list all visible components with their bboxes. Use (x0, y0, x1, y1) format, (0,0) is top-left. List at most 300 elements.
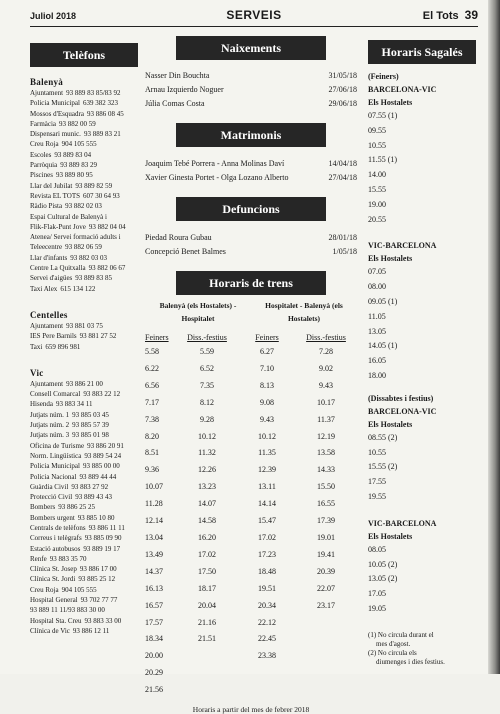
train-time: 20.34 (258, 600, 276, 610)
bus-time: 08.05 (368, 544, 386, 554)
entry-label: Jutjats núm. 3 (30, 431, 70, 440)
train-time: 19.41 (317, 549, 335, 559)
row-date: 27/06/18 (328, 85, 357, 94)
entry-label: Policia Nacional (30, 472, 77, 481)
phone-entry (30, 554, 138, 564)
phone-entry (30, 342, 138, 352)
naixements-title: Naixements (221, 41, 281, 55)
phone-entry (30, 284, 138, 294)
train-time: 12.39 (258, 465, 276, 475)
train-time: 22.12 (258, 617, 276, 627)
phone-entry (30, 160, 138, 170)
phone-entry (30, 605, 138, 615)
phone-entry (30, 441, 138, 451)
entry-phone: 93 889 43 43 (75, 493, 112, 502)
phone-entry (30, 544, 138, 554)
phone-entry (30, 242, 138, 252)
train-time: 12.19 (317, 431, 335, 441)
train-time: 15.47 (258, 516, 276, 526)
bus-time: 10.55 (368, 447, 386, 457)
entry-phone: 93 889 83 04 (54, 150, 92, 159)
train-time: 17.02 (198, 549, 216, 559)
bus-time: 15.55 (368, 184, 386, 194)
phone-entry (30, 222, 138, 232)
entry-phone: 93 883 35 70 (49, 554, 87, 563)
train-time: 15.50 (317, 482, 335, 492)
entry-label: Protecció Civil (30, 493, 73, 502)
row-date: 29/06/18 (328, 99, 357, 108)
phone-entry (30, 253, 138, 263)
phone-entry (30, 129, 138, 139)
entry-label: Policia Municipal (30, 462, 80, 471)
train-time: 17.02 (258, 532, 276, 542)
train-time: 20.04 (198, 600, 216, 610)
train-time: 19.01 (317, 532, 335, 542)
entry-phone: 639 382 323 (82, 99, 118, 108)
section-title: SERVEIS (226, 8, 282, 22)
telefons-column (30, 36, 138, 636)
entry-phone: 93 889 80 95 (55, 171, 93, 180)
train-time: 11.35 (258, 448, 276, 458)
train-time: 18.17 (198, 583, 216, 593)
entry-phone: 93 883 27 92 (71, 482, 109, 491)
train-time: 8.51 (145, 448, 159, 458)
phone-entry (30, 492, 138, 502)
naixements-row (145, 69, 357, 83)
bus-time: 09.05 (1) (368, 296, 398, 306)
train-time: 14.07 (198, 499, 216, 509)
entry-label: Mossos d'Esquadra (30, 109, 84, 118)
issue-date: Juliol 2018 (30, 11, 77, 21)
trens-col (239, 331, 295, 699)
phone-entry (30, 502, 138, 512)
phone-entry (30, 626, 138, 636)
bus-route: VIC-BARCELONA (368, 241, 437, 251)
train-time: 11.32 (198, 448, 216, 458)
entry-label: Policia Municipal (30, 99, 80, 108)
footnotes (368, 631, 476, 667)
matrimonis-title: Matrimonis (220, 128, 282, 142)
train-time: 13.11 (258, 482, 276, 492)
phone-entry (30, 523, 138, 533)
train-time: 22.45 (258, 634, 276, 644)
entry-label: Teleecentre (30, 243, 63, 252)
row-name: Júlia Comas Costa (145, 99, 205, 108)
phone-entry (30, 263, 138, 273)
trens-left-heading: Balenyà (els Hostalets) - Hospitalet (159, 301, 237, 323)
town-name: Centelles (30, 309, 68, 320)
train-time: 18.34 (145, 634, 163, 644)
defuncions-row (145, 245, 357, 259)
bus-time: 09.55 (368, 125, 386, 135)
header-rule (30, 26, 478, 27)
trens-right-heading: Hospitalet - Balenyà (els Hostalets) (265, 301, 343, 323)
phone-entry (30, 616, 138, 626)
train-time: 14.33 (317, 465, 335, 475)
row-date: 31/05/18 (328, 71, 357, 80)
sagales-column (368, 36, 476, 667)
phone-entry (30, 150, 138, 160)
entry-phone: 93 885 03 45 (72, 410, 109, 419)
train-time: 17.50 (198, 566, 216, 576)
trens-col (295, 331, 357, 699)
entry-phone: 93 885 00 00 (82, 462, 120, 471)
phone-entry (30, 451, 138, 461)
phone-entry (30, 472, 138, 482)
entry-label: Parròquia (30, 161, 58, 170)
train-time: 17.23 (258, 549, 276, 559)
train-time: 13.04 (145, 532, 163, 542)
entry-label: Centre La Quitxalla (30, 264, 86, 273)
defuncions-row (145, 231, 357, 245)
entry-label: Ajuntament (30, 379, 64, 388)
entry-label: Clínica de Vic (30, 626, 70, 635)
trens-timetable (145, 331, 357, 714)
train-time: 13.49 (145, 549, 163, 559)
festius-label: (Dissabtes i festius) (368, 393, 434, 403)
train-time: 13.23 (198, 482, 216, 492)
phone-entry (30, 170, 138, 180)
bus-stop: Els Hostalets (368, 531, 413, 541)
entry-label: Hospital General (30, 596, 78, 605)
bus-time: 13.05 (368, 326, 386, 336)
row-name: Joaquim Tebé Porrera - Anna Molinas Daví (145, 159, 285, 168)
bus-time: 07.05 (368, 267, 386, 277)
entry-phone: 93 883 33 00 (84, 616, 122, 625)
train-time: 17.39 (317, 516, 335, 526)
bus-time: 19.05 (368, 603, 386, 613)
town-entries (30, 379, 138, 636)
bus-time: 10.05 (2) (368, 559, 398, 569)
train-time: 16.13 (145, 583, 163, 593)
phone-entry (30, 212, 138, 222)
entry-phone: 93 881 03 75 (66, 321, 103, 330)
phone-entry (30, 585, 138, 595)
town-name: Balenyà (30, 77, 64, 87)
row-name: Nasser Din Bouchta (145, 71, 210, 80)
entry-phone: 93 889 83 85/83 92 (66, 89, 121, 97)
entry-phone: 615 134 122 (60, 284, 96, 293)
entry-label: Servei d'aigües (30, 274, 73, 283)
page-number: 39 (464, 8, 478, 22)
train-time: 9.02 (319, 363, 333, 373)
telefons-title-box (30, 43, 138, 67)
train-time: 21.56 (145, 685, 163, 695)
train-time: 12.26 (198, 465, 216, 475)
entry-label: Bombers urgent (30, 513, 75, 522)
defuncions-title: Defuncions (222, 202, 280, 216)
entry-phone: 659 896 981 (45, 342, 81, 351)
train-time: 8.13 (260, 380, 274, 390)
entry-phone: 93 881 27 52 (79, 332, 117, 341)
train-time: 10.07 (145, 482, 163, 492)
footnote-line: diumenges i dies festius. (376, 657, 445, 666)
phone-entry (30, 119, 138, 129)
phone-entry (30, 574, 138, 584)
entry-phone: 93 889 19 17 (83, 544, 121, 553)
entry-phone: 93 889 82 59 (75, 181, 113, 190)
entry-phone: 904 105 555 (61, 585, 97, 594)
bus-time: 13.05 (2) (368, 574, 398, 584)
footnote-line: (2) No circula els (368, 648, 417, 657)
train-time: 13.58 (317, 448, 335, 458)
entry-label: Bombers (30, 503, 56, 512)
entry-label: Atenea/ Servei formació adults i (30, 233, 121, 242)
phone-entry (30, 564, 138, 574)
train-time: 20.29 (145, 668, 163, 678)
train-time: 7.35 (200, 380, 214, 390)
trens-col (145, 331, 175, 699)
entry-phone: 93 702 77 77 (80, 596, 118, 605)
entry-label: Hospital Sta. Creu (30, 616, 82, 625)
page-header (30, 6, 478, 26)
town-name: Vic (30, 367, 44, 378)
train-time: 5.59 (200, 347, 214, 356)
train-time: 5.58 (145, 347, 159, 356)
town-entries (30, 88, 138, 294)
train-time: 10.12 (258, 431, 276, 441)
entry-phone: 93 882 06 59 (65, 243, 102, 252)
train-time: 18.48 (258, 566, 276, 576)
entry-phone: 93 889 83 21 (83, 130, 121, 139)
bus-time: 16.05 (368, 356, 386, 366)
phone-entry (30, 482, 138, 492)
train-time: 17.57 (145, 617, 163, 627)
sagales-title: Horaris Sagalés (381, 45, 463, 59)
train-time: 11.28 (145, 499, 163, 509)
train-time: 9.36 (145, 465, 159, 475)
bus-time: 18.00 (368, 370, 386, 380)
bus-time: 07.55 (1) (368, 111, 398, 120)
train-time: 6.27 (260, 347, 274, 356)
town-entries (30, 321, 138, 352)
entry-label: Revista EL TOTS (30, 191, 81, 200)
entry-label: Ajuntament (30, 89, 64, 97)
train-time: 9.28 (200, 414, 214, 424)
feiners-label: (Feiners) (368, 72, 399, 81)
phone-entry (30, 273, 138, 283)
bus-time: 08.55 (2) (368, 432, 398, 442)
entry-label: Creu Roja (30, 140, 59, 149)
entry-phone: 93 885 10 80 (77, 513, 115, 522)
train-time: 21.16 (198, 617, 216, 627)
bus-time: 08.00 (368, 282, 386, 292)
entry-phone: 93 889 83 29 (60, 161, 97, 170)
bus-time: 11.55 (1) (368, 155, 398, 165)
train-time: 7.38 (145, 414, 159, 424)
train-time: 20.39 (317, 566, 335, 576)
entry-label: Clínica St. Jordi (30, 575, 76, 584)
bus-route: BARCELONA-VIC (368, 406, 437, 416)
phone-entry (30, 399, 138, 409)
brand-page (423, 8, 478, 22)
bus-time: 10.55 (368, 140, 386, 150)
entry-label: Creu Roja (30, 585, 59, 594)
entry-phone: 93 885 57 39 (72, 421, 109, 430)
train-time: 10.17 (317, 397, 335, 407)
bus-times (368, 431, 476, 505)
train-time: 14.37 (145, 566, 163, 576)
entry-label: Clínica St. Josep (30, 565, 77, 574)
entry-label: Piscines (30, 171, 53, 180)
entry-label: Llar del Jubilat (30, 181, 73, 190)
bus-stop: Els Hostalets (368, 419, 413, 429)
train-time: 7.10 (260, 363, 274, 373)
row-date: 27/04/18 (328, 173, 357, 182)
entry-phone: 93 882 00 59 (59, 119, 96, 128)
brand-name: El Tots (422, 10, 459, 22)
entry-label: Jutjats núm. 2 (30, 421, 70, 430)
row-name: Arnau Izquierdo Noguer (145, 85, 224, 94)
bus-time: 14.05 (1) (368, 341, 398, 351)
entry-phone: 93 882 02 03 (65, 202, 102, 211)
entry-phone: 93 882 06 67 (88, 264, 126, 273)
phone-entry (30, 461, 138, 471)
train-time: 20.00 (145, 651, 163, 661)
entry-phone: 93 886 21 00 (66, 379, 103, 388)
row-name: Concepció Benet Balmes (145, 247, 226, 256)
train-time: 11.37 (317, 414, 335, 424)
entry-label: Estació autobusos (30, 544, 81, 553)
train-time: 9.08 (260, 397, 274, 407)
phone-entry (30, 420, 138, 430)
trens-col-header: Diss.-festius (187, 333, 227, 342)
train-time: 19.51 (258, 583, 276, 593)
entry-phone: 93 886 08 45 (86, 109, 124, 118)
matrimonis-row (145, 157, 357, 171)
bus-time: 20.55 (368, 214, 386, 224)
entry-phone: 93 885 09 90 (84, 534, 122, 543)
train-time: 8.20 (145, 431, 159, 441)
entry-label: 93 889 11 11/93 883 30 00 (30, 606, 105, 615)
entry-label: Ràdio Pista (30, 202, 63, 211)
phone-entry (30, 201, 138, 211)
entry-phone: 93 886 11 11 (88, 523, 125, 532)
train-time: 23.38 (258, 651, 276, 661)
bus-time: 19.55 (368, 491, 386, 501)
telefons-title: Telèfons (62, 48, 106, 62)
train-time: 14.14 (258, 499, 276, 509)
train-time: 21.51 (198, 634, 216, 644)
phone-entry (30, 430, 138, 440)
train-time: 16.55 (317, 499, 335, 509)
phone-entry (30, 139, 138, 149)
phone-entry (30, 595, 138, 605)
entry-phone: 904 105 555 (61, 140, 97, 149)
phone-entry (30, 191, 138, 201)
entry-phone: 93 889 44 44 (79, 472, 117, 481)
entry-label: Llar d'infants (30, 253, 68, 262)
page-spine (488, 0, 500, 674)
train-time: 9.43 (260, 414, 274, 424)
bus-time: 15.55 (2) (368, 462, 398, 472)
train-time: 7.28 (319, 347, 333, 356)
bus-time: 11.05 (368, 311, 386, 321)
matrimonis-title-box (176, 123, 326, 147)
entry-label: Oficina de Turisme (30, 441, 85, 450)
phone-entry (30, 533, 138, 543)
bus-times (368, 109, 476, 227)
phone-entry (30, 181, 138, 191)
matrimonis-list (145, 157, 357, 185)
train-time: 12.14 (145, 516, 163, 526)
trens-col-header: Feiners (145, 333, 169, 342)
train-time: 22.07 (317, 583, 335, 593)
trens-headings (145, 299, 357, 325)
row-name: Xavier Ginesta Portet - Olga Lozano Alberto (145, 173, 289, 182)
phone-entry (30, 410, 138, 420)
train-time: 6.22 (145, 363, 159, 373)
naixements-title-box (176, 36, 326, 60)
entry-label: Jutjats núm. 1 (30, 410, 70, 419)
footnote-line: mes d'agost. (376, 639, 411, 648)
defuncions-title-box (176, 197, 326, 221)
phone-entry (30, 321, 138, 331)
entry-phone: 607 30 64 93 (83, 191, 120, 200)
entry-label: Dispensari munic. (30, 130, 81, 139)
entry-label: Taxi (30, 342, 43, 351)
bus-stop: Els Hostalets (368, 98, 413, 107)
bus-time: 17.05 (368, 589, 386, 599)
sagales-schedule (368, 70, 476, 667)
entry-phone: 93 883 34 11 (55, 400, 93, 409)
bus-times (368, 265, 476, 383)
sagales-title-box (368, 40, 476, 64)
naixements-row (145, 97, 357, 111)
entry-label: Taxi Alex (30, 284, 58, 293)
trens-columns (145, 331, 357, 699)
phone-entry (30, 98, 138, 108)
entry-phone: 93 885 25 12 (78, 575, 116, 584)
train-time: 16.57 (145, 600, 163, 610)
trens-col-header: Feiners (255, 333, 279, 342)
entry-label: Escoles (30, 150, 52, 159)
entry-label: Renfe (30, 554, 47, 563)
entry-label: Correus i telègrafs (30, 534, 82, 543)
train-time: 8.12 (200, 397, 214, 407)
matrimonis-row (145, 171, 357, 185)
entry-label: Flik-Flak-Punt Jove (30, 222, 86, 231)
footnote-line: (1) No circula durant el (368, 630, 434, 639)
bus-stop: Els Hostalets (368, 254, 413, 264)
trens-col-header: Diss.-festius (306, 333, 346, 342)
bus-route: VIC-BARCELONA (368, 518, 437, 528)
entry-phone: 93 886 12 11 (72, 626, 110, 635)
trens-title-box (176, 271, 326, 295)
entry-phone: 93 889 83 85 (75, 274, 113, 283)
trens-footer: Horaris a partir del mes de febrer 2018 (192, 705, 310, 714)
phone-entry (30, 331, 138, 341)
defuncions-list (145, 231, 357, 259)
bus-time: 19.00 (368, 199, 386, 209)
entry-label: Centrals de telèfons (30, 523, 86, 532)
row-date: 14/04/18 (328, 159, 357, 168)
train-time: 6.52 (200, 363, 214, 373)
train-time: 6.56 (145, 380, 159, 390)
entry-phone: 93 889 54 24 (84, 451, 122, 460)
entry-phone: 93 882 04 04 (88, 222, 126, 231)
naixements-list (145, 69, 357, 111)
entry-phone: 93 885 01 98 (72, 431, 109, 440)
entry-label: Consell Comarcal (30, 390, 81, 399)
entry-label: Ajuntament (30, 321, 64, 330)
train-time: 23.17 (317, 600, 335, 610)
entry-label: Norm. Lingüística (30, 451, 82, 460)
bus-route: BARCELONA-VIC (368, 85, 437, 94)
entry-phone: 93 886 17 00 (79, 565, 117, 574)
phone-entry (30, 389, 138, 399)
entry-label: IES Pere Barnils (30, 332, 77, 341)
